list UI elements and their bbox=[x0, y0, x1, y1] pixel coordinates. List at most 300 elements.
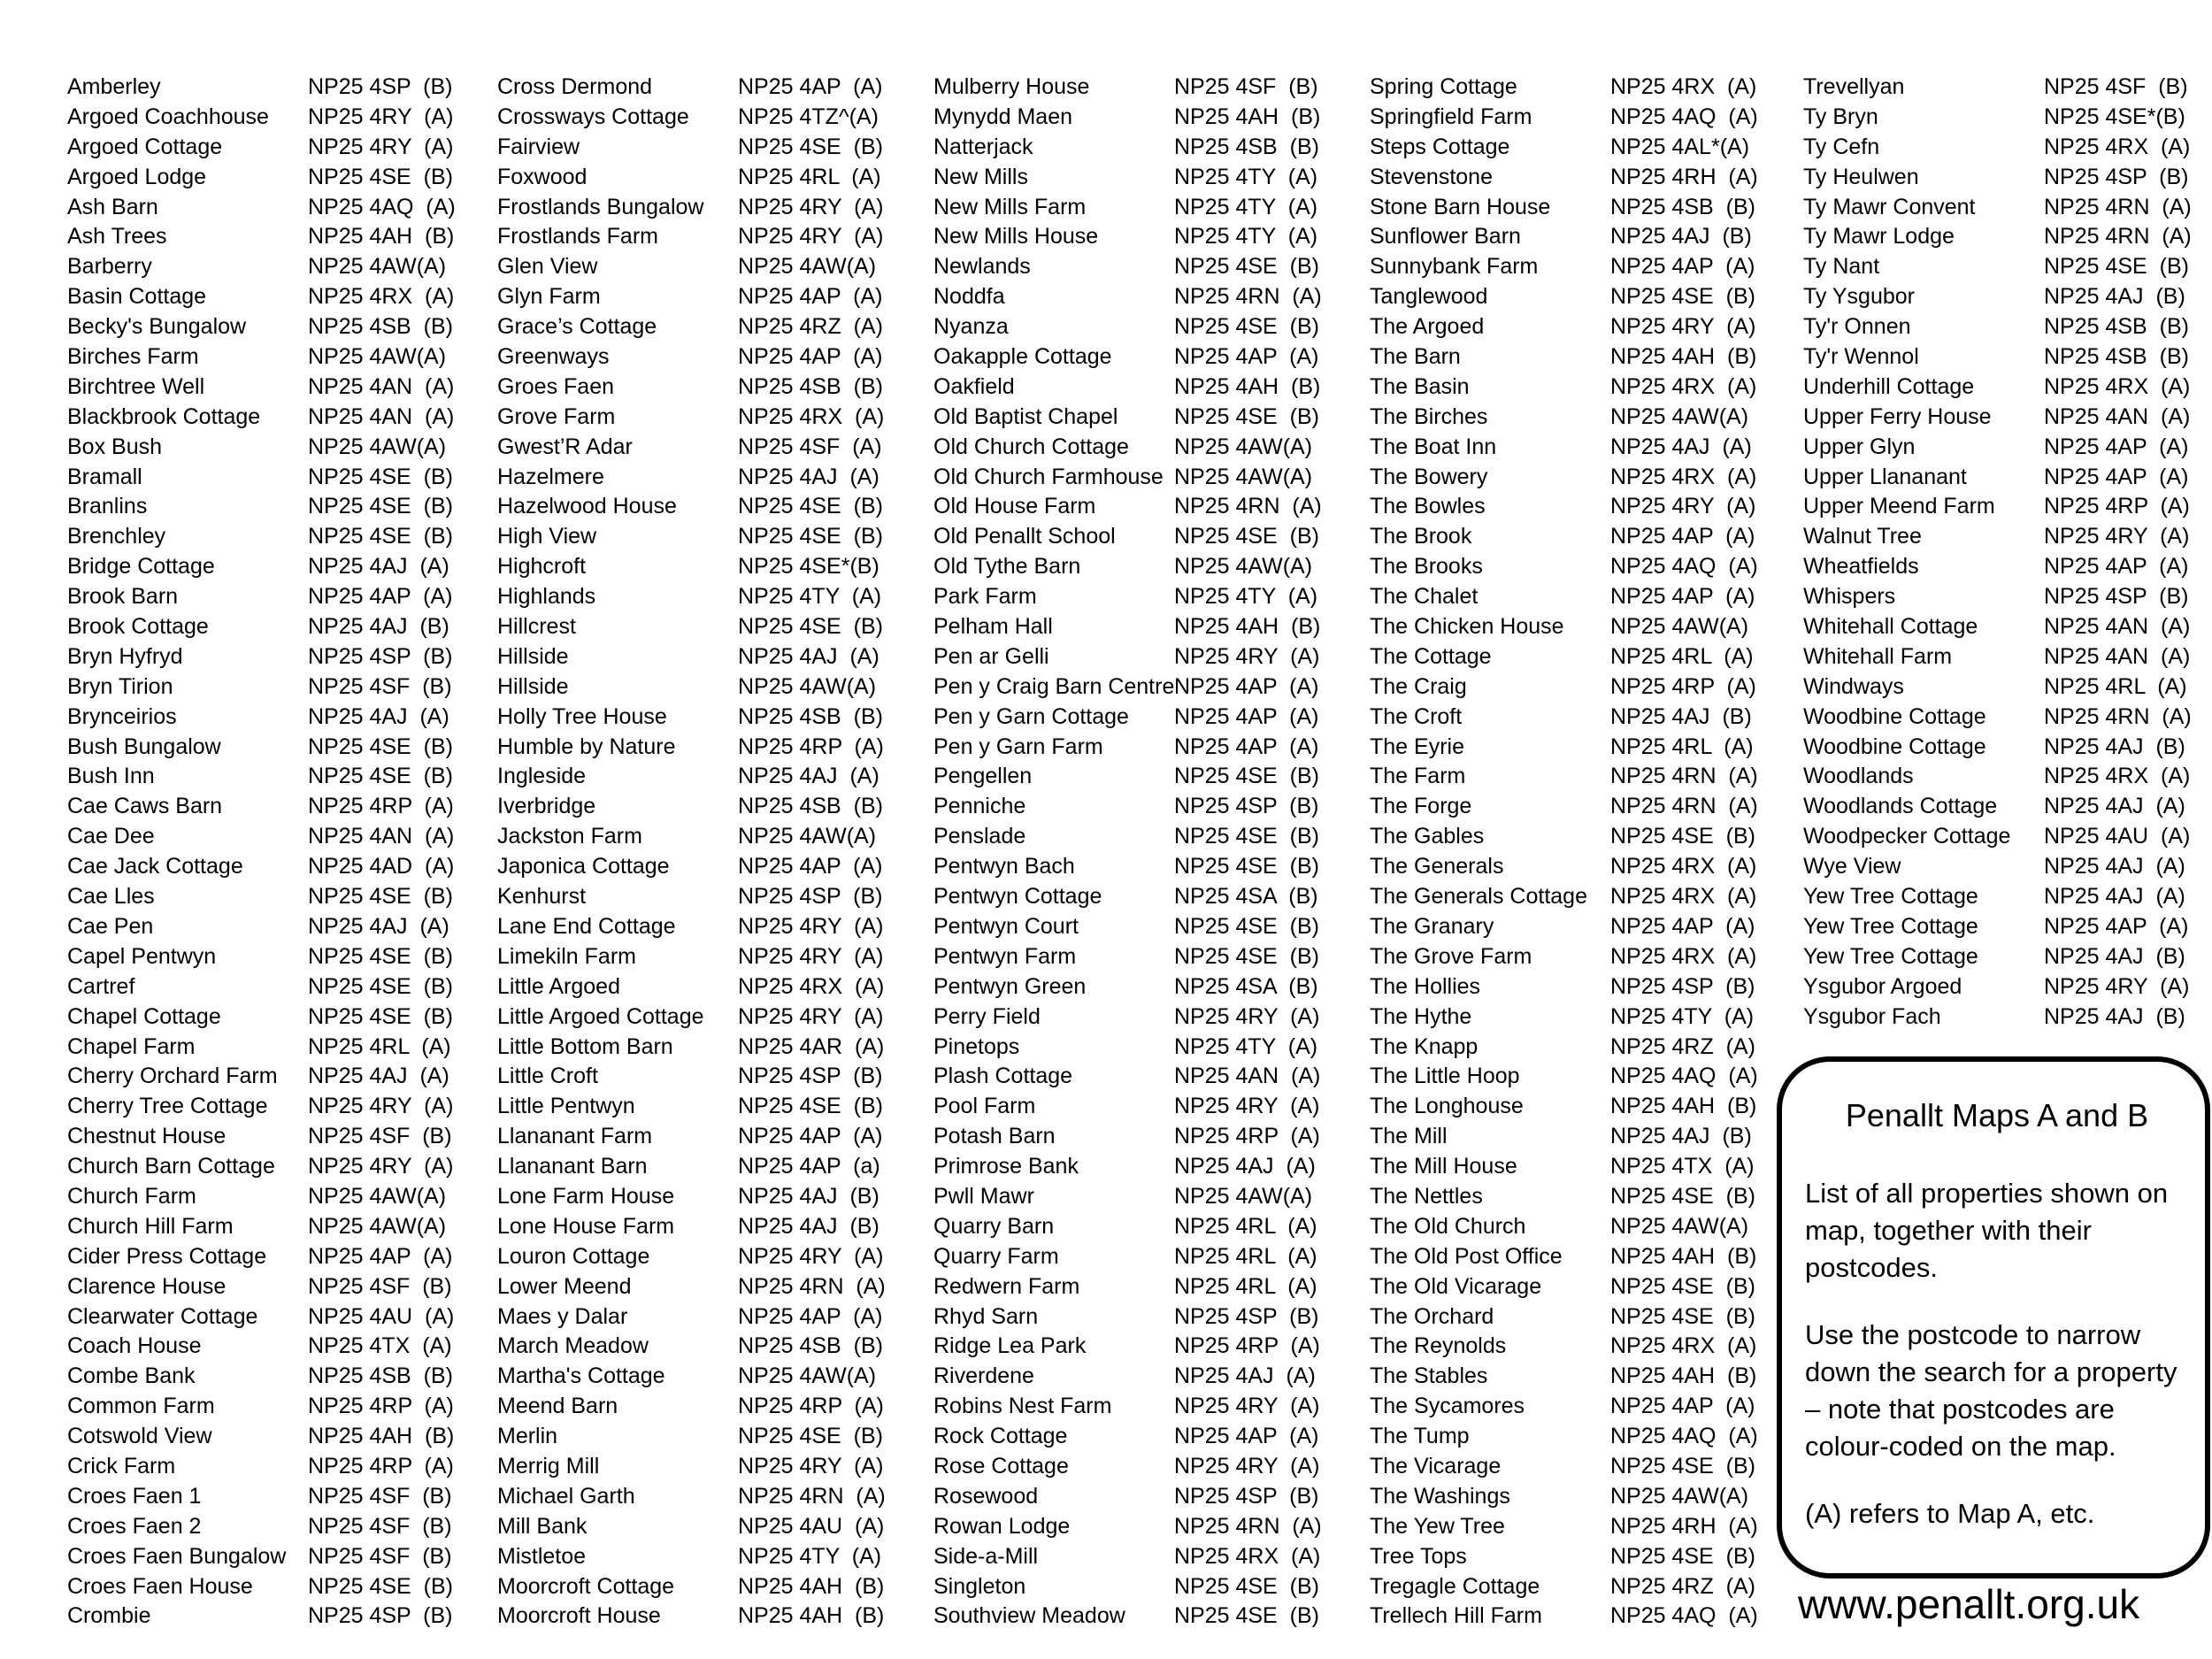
property-name: The Croft bbox=[1370, 703, 1463, 729]
property-name: Croes Faen Bungalow bbox=[67, 1543, 287, 1569]
property-row bbox=[1370, 73, 1757, 103]
property-row bbox=[933, 193, 1318, 223]
website-url: www.penallt.org.uk bbox=[1798, 1581, 2140, 1627]
property-name: Southview Meadow bbox=[933, 1603, 1125, 1629]
property-name: The Old Church bbox=[1370, 1213, 1526, 1239]
property-postcode: NP25 4AH (B) bbox=[1610, 1094, 1757, 1119]
property-row bbox=[1803, 433, 2189, 463]
property-row bbox=[497, 612, 883, 642]
property-postcode: NP25 4AJ (B) bbox=[1610, 1124, 1752, 1149]
property-name: Ty Bryn bbox=[1803, 104, 1878, 129]
property-postcode: NP25 4RX (A) bbox=[2044, 764, 2191, 789]
property-postcode: NP25 4AJ (A) bbox=[738, 764, 879, 789]
property-row bbox=[497, 492, 883, 522]
property-name: Pentwyn Court bbox=[933, 913, 1079, 939]
property-postcode: NP25 4AP (A) bbox=[738, 284, 883, 310]
property-row bbox=[1370, 703, 1752, 733]
property-name: Pool Farm bbox=[933, 1094, 1036, 1119]
property-row bbox=[1370, 1212, 1749, 1242]
property-row bbox=[1370, 762, 1758, 792]
property-name: Upper Ferry House bbox=[1803, 403, 1992, 429]
property-row bbox=[933, 1362, 1316, 1392]
property-postcode: NP25 4SF (B) bbox=[308, 673, 452, 699]
property-name: Maes y Dalar bbox=[497, 1303, 628, 1329]
property-postcode: NP25 4RN (A) bbox=[738, 1483, 886, 1509]
property-name: Pen ar Gelli bbox=[933, 643, 1049, 669]
property-postcode: NP25 4RP (A) bbox=[308, 794, 454, 819]
property-postcode: NP25 4SE (B) bbox=[1174, 524, 1319, 549]
property-name: Fairview bbox=[497, 134, 580, 159]
property-postcode: NP25 4RX (A) bbox=[1610, 74, 1757, 99]
property-name: Singleton bbox=[933, 1573, 1026, 1599]
property-name: Park Farm bbox=[933, 584, 1037, 610]
property-postcode: NP25 4RN (A) bbox=[1610, 794, 1758, 819]
property-name: Pelham Hall bbox=[933, 614, 1053, 640]
property-row bbox=[933, 373, 1321, 403]
property-row bbox=[497, 133, 883, 163]
property-postcode: NP25 4RY (A) bbox=[738, 224, 884, 250]
property-postcode: NP25 4AJ (B) bbox=[738, 1213, 879, 1239]
property-row bbox=[67, 433, 447, 463]
property-name: Grace’s Cottage bbox=[497, 314, 657, 340]
property-postcode: NP25 4RL (A) bbox=[1174, 1273, 1317, 1299]
property-row bbox=[1803, 703, 2192, 733]
property-name: New Mills bbox=[933, 164, 1028, 189]
property-row bbox=[933, 912, 1319, 942]
property-row bbox=[933, 703, 1319, 733]
property-row bbox=[1370, 582, 1755, 612]
property-postcode: NP25 4SP (B) bbox=[1174, 1483, 1319, 1509]
property-name: Pentwyn Cottage bbox=[933, 884, 1102, 910]
property-postcode: NP25 4RY (A) bbox=[1610, 314, 1756, 340]
property-row bbox=[1803, 972, 2190, 1002]
property-name: Amberley bbox=[67, 74, 161, 99]
property-name: March Meadow bbox=[497, 1333, 649, 1359]
property-name: Chestnut House bbox=[67, 1124, 227, 1149]
property-row bbox=[1370, 1332, 1757, 1362]
property-name: The Generals Cottage bbox=[1370, 884, 1587, 910]
property-row bbox=[1370, 1272, 1755, 1302]
property-postcode: NP25 4SB (B) bbox=[738, 703, 883, 729]
property-row bbox=[933, 1182, 1313, 1212]
property-name: Merlin bbox=[497, 1424, 558, 1449]
property-postcode: NP25 4RY (A) bbox=[738, 1003, 884, 1029]
property-postcode: NP25 4AW(A) bbox=[1610, 1483, 1749, 1509]
property-row bbox=[67, 373, 455, 403]
property-name: Springfield Farm bbox=[1370, 104, 1532, 129]
property-name: Ty Ysgubor bbox=[1803, 284, 1916, 310]
property-postcode: NP25 4AJ (A) bbox=[738, 464, 879, 489]
property-postcode: NP25 4RN (A) bbox=[1174, 284, 1322, 310]
property-name: The Hythe bbox=[1370, 1003, 1472, 1029]
property-postcode: NP25 4RY (A) bbox=[738, 913, 884, 939]
property-name: Becky's Bungalow bbox=[67, 314, 247, 340]
property-name: Croes Faen 2 bbox=[67, 1513, 202, 1539]
property-name: Moorcroft Cottage bbox=[497, 1573, 675, 1599]
property-name: Oakapple Cottage bbox=[933, 344, 1112, 370]
property-postcode: NP25 4AJ (A) bbox=[1174, 1363, 1316, 1389]
property-row bbox=[67, 672, 452, 703]
property-postcode: NP25 4AN (A) bbox=[308, 824, 455, 849]
property-row bbox=[497, 822, 877, 852]
property-name: The Orchard bbox=[1370, 1303, 1494, 1329]
property-row bbox=[1803, 672, 2187, 703]
property-postcode: NP25 4AP (a) bbox=[738, 1154, 880, 1179]
property-row bbox=[497, 433, 882, 463]
property-row bbox=[1370, 1542, 1755, 1572]
property-postcode: NP25 4RX (A) bbox=[1610, 854, 1757, 879]
property-row bbox=[933, 1212, 1317, 1242]
property-name: Cherry Tree Cottage bbox=[67, 1094, 268, 1119]
property-row bbox=[1803, 762, 2191, 792]
property-name: The Tump bbox=[1370, 1424, 1470, 1449]
info-paragraph-map-key: (A) refers to Map A, etc. bbox=[1805, 1498, 2095, 1529]
property-row bbox=[1370, 792, 1758, 822]
property-postcode: NP25 4SP (B) bbox=[738, 884, 883, 910]
property-column-4 bbox=[1370, 73, 1758, 1632]
property-postcode: NP25 4SF (B) bbox=[1174, 74, 1318, 99]
property-row bbox=[67, 1212, 447, 1242]
property-row bbox=[933, 552, 1313, 582]
property-row bbox=[1803, 463, 2189, 493]
property-postcode: NP25 4TY (A) bbox=[1174, 1033, 1318, 1059]
property-postcode: NP25 4RX (A) bbox=[1610, 373, 1757, 399]
property-name: Glen View bbox=[497, 254, 598, 280]
property-name: Rhyd Sarn bbox=[933, 1303, 1039, 1329]
property-name: New Mills House bbox=[933, 224, 1099, 250]
property-name: Old Tythe Barn bbox=[933, 554, 1081, 580]
property-name: Spring Cottage bbox=[1370, 74, 1517, 99]
property-row bbox=[67, 582, 453, 612]
property-postcode: NP25 4SP (B) bbox=[2044, 164, 2189, 189]
property-name: Ingleside bbox=[497, 764, 587, 789]
property-name: Woodlands bbox=[1803, 764, 1914, 789]
property-postcode: NP25 4SB (B) bbox=[308, 1363, 453, 1389]
property-name: Barberry bbox=[67, 254, 152, 280]
property-postcode: NP25 4SB (B) bbox=[738, 794, 883, 819]
property-row bbox=[1803, 852, 2185, 882]
property-postcode: NP25 4RN (A) bbox=[2044, 703, 2192, 729]
property-row bbox=[933, 1572, 1319, 1602]
property-postcode: NP25 4SE (B) bbox=[308, 973, 453, 999]
property-postcode: NP25 4AP (A) bbox=[738, 344, 883, 370]
property-row bbox=[1370, 1152, 1755, 1182]
property-postcode: NP25 4AP (A) bbox=[1610, 254, 1755, 280]
property-postcode: NP25 4AH (B) bbox=[1174, 614, 1321, 640]
property-row bbox=[67, 222, 455, 252]
property-row bbox=[67, 1122, 452, 1152]
property-name: Redwern Farm bbox=[933, 1273, 1080, 1299]
property-postcode: NP25 4AP (A) bbox=[738, 1124, 883, 1149]
property-postcode: NP25 4RY (A) bbox=[308, 104, 454, 129]
property-postcode: NP25 4AJ (A) bbox=[1174, 1154, 1316, 1179]
property-row bbox=[497, 1332, 883, 1362]
property-row bbox=[1370, 1062, 1758, 1092]
property-name: Noddfa bbox=[933, 284, 1005, 310]
property-row bbox=[497, 882, 883, 912]
property-row bbox=[1803, 942, 2185, 972]
property-postcode: NP25 4RZ (A) bbox=[1610, 1573, 1755, 1599]
property-name: Glyn Farm bbox=[497, 284, 601, 310]
property-row bbox=[497, 1572, 885, 1602]
property-postcode: NP25 4SA (B) bbox=[1174, 884, 1318, 910]
property-postcode: NP25 4SE (B) bbox=[308, 164, 453, 189]
property-postcode: NP25 4AH (B) bbox=[738, 1573, 885, 1599]
property-row bbox=[1803, 1002, 2185, 1033]
property-row bbox=[497, 1422, 883, 1452]
property-postcode: NP25 4RL (A) bbox=[1610, 733, 1754, 759]
property-postcode: NP25 4AP (A) bbox=[1174, 733, 1319, 759]
property-name: Yew Tree Cottage bbox=[1803, 943, 1978, 969]
property-name: Church Hill Farm bbox=[67, 1213, 234, 1239]
property-row bbox=[1370, 1422, 1758, 1452]
property-row bbox=[497, 1182, 879, 1212]
property-row bbox=[497, 522, 883, 552]
property-name: Japonica Cottage bbox=[497, 854, 670, 879]
property-name: The Chicken House bbox=[1370, 614, 1564, 640]
property-row bbox=[933, 762, 1319, 792]
property-postcode: NP25 4RP (A) bbox=[1174, 1333, 1320, 1359]
property-name: Pentwyn Farm bbox=[933, 943, 1077, 969]
property-name: Argoed Cottage bbox=[67, 134, 223, 159]
property-name: Brynceirios bbox=[67, 703, 177, 729]
property-postcode: NP25 4SF (B) bbox=[308, 1124, 452, 1149]
property-postcode: NP25 4SB (B) bbox=[1174, 134, 1319, 159]
property-name: Walnut Tree bbox=[1803, 524, 1922, 549]
property-row bbox=[67, 1062, 449, 1092]
property-postcode: NP25 4AN (A) bbox=[2044, 403, 2191, 429]
property-postcode: NP25 4RL (A) bbox=[1174, 1243, 1317, 1269]
property-postcode: NP25 4RY (A) bbox=[1610, 494, 1756, 519]
property-postcode: NP25 4RH (A) bbox=[1610, 164, 1758, 189]
property-row bbox=[67, 792, 454, 822]
property-postcode: NP25 4SE (B) bbox=[1174, 254, 1319, 280]
property-postcode: NP25 4RY (A) bbox=[308, 1154, 454, 1179]
property-postcode: NP25 4RL (A) bbox=[1610, 643, 1754, 669]
property-name: Lone Farm House bbox=[497, 1183, 675, 1209]
property-postcode: NP25 4AD (A) bbox=[308, 854, 455, 879]
property-row bbox=[1370, 403, 1749, 433]
property-postcode: NP25 4AR (A) bbox=[738, 1033, 885, 1059]
property-row bbox=[933, 1062, 1321, 1092]
property-postcode: NP25 4RY (A) bbox=[738, 194, 884, 219]
property-name: Woodpecker Cottage bbox=[1803, 824, 2011, 849]
property-name: The Nettles bbox=[1370, 1183, 1483, 1209]
property-postcode: NP25 4TY (A) bbox=[738, 584, 882, 610]
property-row bbox=[497, 1512, 885, 1542]
property-postcode: NP25 4RH (A) bbox=[1610, 1513, 1758, 1539]
property-name: Side-a-Mill bbox=[933, 1543, 1039, 1569]
property-postcode: NP25 4TY (A) bbox=[1174, 164, 1318, 189]
property-postcode: NP25 4SE*(B) bbox=[738, 554, 879, 580]
property-row bbox=[1370, 222, 1752, 252]
property-name: Church Barn Cottage bbox=[67, 1154, 275, 1179]
property-postcode: NP25 4AW(A) bbox=[1174, 464, 1313, 489]
property-row bbox=[497, 1452, 884, 1482]
property-name: Yew Tree Cottage bbox=[1803, 913, 1978, 939]
property-postcode: NP25 4TZ^(A) bbox=[738, 104, 879, 129]
property-postcode: NP25 4RY (A) bbox=[738, 1243, 884, 1269]
property-postcode: NP25 4SE (B) bbox=[2044, 254, 2189, 280]
property-row bbox=[497, 312, 883, 342]
property-postcode: NP25 4SF (B) bbox=[2044, 74, 2188, 99]
property-row bbox=[1370, 463, 1757, 493]
property-row bbox=[1370, 942, 1757, 972]
property-name: Lane End Cottage bbox=[497, 913, 676, 939]
property-name: Ysgubor Fach bbox=[1803, 1003, 1941, 1029]
property-row bbox=[1370, 912, 1755, 942]
property-name: Brook Cottage bbox=[67, 614, 209, 640]
property-name: The Vicarage bbox=[1370, 1453, 1502, 1479]
property-postcode: NP25 4AW(A) bbox=[738, 824, 877, 849]
property-row bbox=[933, 672, 1319, 703]
property-name: The Old Post Office bbox=[1370, 1243, 1563, 1269]
property-row bbox=[1370, 972, 1755, 1002]
property-postcode: NP25 4RY (A) bbox=[738, 943, 884, 969]
property-postcode: NP25 4TY (A) bbox=[1174, 224, 1318, 250]
property-postcode: NP25 4AW(A) bbox=[1174, 1183, 1313, 1209]
property-row bbox=[1370, 1482, 1749, 1512]
property-postcode: NP25 4AP (A) bbox=[1610, 584, 1755, 610]
property-postcode: NP25 4SP (B) bbox=[308, 74, 453, 99]
property-row bbox=[933, 222, 1318, 252]
property-postcode: NP25 4AJ (A) bbox=[2044, 854, 2185, 879]
property-postcode: NP25 4AP (A) bbox=[738, 854, 883, 879]
property-row bbox=[67, 552, 449, 582]
property-postcode: NP25 4AJ (A) bbox=[1610, 434, 1752, 459]
property-postcode: NP25 4AP (A) bbox=[1174, 344, 1319, 370]
property-postcode: NP25 4SF (B) bbox=[308, 1273, 452, 1299]
property-row bbox=[497, 103, 879, 133]
property-name: Ty Heulwen bbox=[1803, 164, 1919, 189]
property-row bbox=[1370, 252, 1755, 282]
property-name: Tanglewood bbox=[1370, 284, 1488, 310]
property-postcode: NP25 4SE (B) bbox=[1174, 854, 1319, 879]
property-name: Rose Cottage bbox=[933, 1453, 1069, 1479]
property-name: Mill Bank bbox=[497, 1513, 588, 1539]
property-row bbox=[497, 792, 883, 822]
property-row bbox=[497, 1152, 880, 1182]
property-name: Rock Cottage bbox=[933, 1424, 1068, 1449]
property-row bbox=[933, 852, 1319, 882]
property-postcode: NP25 4AW(A) bbox=[308, 434, 447, 459]
property-name: Ty Cefn bbox=[1803, 134, 1880, 159]
property-row bbox=[67, 762, 453, 792]
property-postcode: NP25 4SP (B) bbox=[1174, 794, 1319, 819]
property-row bbox=[1803, 342, 2189, 373]
property-postcode: NP25 4AP (A) bbox=[2044, 913, 2189, 939]
property-row bbox=[1370, 612, 1749, 642]
property-row bbox=[497, 852, 883, 882]
info-paragraph-search: Use the postcode to narrow down the search for a property – note that postcodes are colour-coded on the map. bbox=[1805, 1319, 2177, 1462]
property-postcode: NP25 4SF (A) bbox=[738, 434, 882, 459]
property-name: Cider Press Cottage bbox=[67, 1243, 267, 1269]
property-row bbox=[497, 552, 879, 582]
property-row bbox=[67, 1302, 455, 1333]
property-row bbox=[497, 1392, 884, 1422]
property-row bbox=[933, 73, 1318, 103]
property-postcode: NP25 4TY (A) bbox=[1174, 584, 1318, 610]
property-name: Old Penallt School bbox=[933, 524, 1116, 549]
property-row bbox=[1803, 552, 2189, 582]
property-postcode: NP25 4RP (A) bbox=[308, 1394, 454, 1419]
property-row bbox=[1803, 103, 2185, 133]
property-row bbox=[933, 1601, 1319, 1632]
property-name: Highcroft bbox=[497, 554, 587, 580]
property-name: Greenways bbox=[497, 344, 610, 370]
property-row bbox=[933, 1512, 1322, 1542]
property-postcode: NP25 4RX (A) bbox=[1610, 464, 1757, 489]
property-postcode: NP25 4RX (A) bbox=[2044, 373, 2191, 399]
property-postcode: NP25 4AP (A) bbox=[2044, 464, 2189, 489]
property-row bbox=[933, 1242, 1317, 1272]
property-postcode: NP25 4SE (B) bbox=[738, 614, 883, 640]
property-row bbox=[1370, 1122, 1752, 1152]
property-row bbox=[67, 103, 454, 133]
property-postcode: NP25 4SP (B) bbox=[738, 1064, 883, 1089]
property-row bbox=[933, 492, 1322, 522]
property-row bbox=[933, 433, 1313, 463]
property-name: Hillside bbox=[497, 673, 569, 699]
property-row bbox=[1370, 1302, 1755, 1333]
property-name: Whitehall Cottage bbox=[1803, 614, 1978, 640]
property-row bbox=[933, 792, 1319, 822]
property-name: Upper Glyn bbox=[1803, 434, 1916, 459]
property-row bbox=[933, 463, 1313, 493]
property-postcode: NP25 4AP (A) bbox=[1174, 703, 1319, 729]
property-postcode: NP25 4AP (A) bbox=[738, 74, 883, 99]
property-row bbox=[1803, 822, 2191, 852]
property-name: Ash Barn bbox=[67, 194, 158, 219]
property-row bbox=[497, 1033, 885, 1063]
property-name: Mynydd Maen bbox=[933, 104, 1073, 129]
info-title: Penallt Maps A and B bbox=[1845, 1097, 2149, 1133]
property-name: Combe Bank bbox=[67, 1363, 196, 1389]
property-postcode: NP25 4SB (B) bbox=[2044, 314, 2189, 340]
property-name: Argoed Coachhouse bbox=[67, 104, 269, 129]
property-row bbox=[1803, 492, 2190, 522]
property-row bbox=[497, 1242, 884, 1272]
property-row bbox=[67, 252, 447, 282]
property-row bbox=[497, 193, 884, 223]
property-postcode: NP25 4RY (A) bbox=[1174, 1394, 1320, 1419]
property-postcode: NP25 4RP (A) bbox=[738, 733, 884, 759]
property-postcode: NP25 4AP (A) bbox=[1610, 1394, 1755, 1419]
property-name: Woodbine Cottage bbox=[1803, 733, 1986, 759]
property-postcode: NP25 4AJ (B) bbox=[1610, 703, 1752, 729]
property-row bbox=[67, 1542, 452, 1572]
property-postcode: NP25 4AQ (A) bbox=[1610, 1424, 1758, 1449]
property-name: Highlands bbox=[497, 584, 596, 610]
property-postcode: NP25 4AJ (B) bbox=[2044, 733, 2185, 759]
property-postcode: NP25 4TY (A) bbox=[1174, 194, 1318, 219]
property-postcode: NP25 4SB (B) bbox=[308, 314, 453, 340]
property-postcode: NP25 4AH (B) bbox=[308, 224, 455, 250]
property-name: Church Farm bbox=[67, 1183, 196, 1209]
property-postcode: NP25 4RN (A) bbox=[1610, 764, 1758, 789]
property-name: The Washings bbox=[1370, 1483, 1510, 1509]
property-name: Quarry Barn bbox=[933, 1213, 1055, 1239]
property-postcode: NP25 4SB (B) bbox=[738, 373, 883, 399]
property-row bbox=[1803, 612, 2191, 642]
property-name: The Brooks bbox=[1370, 554, 1483, 580]
property-row bbox=[1370, 852, 1757, 882]
property-row bbox=[1803, 733, 2185, 763]
property-row bbox=[67, 1332, 452, 1362]
info-box bbox=[1777, 1056, 2210, 1578]
property-postcode: NP25 4AU (A) bbox=[308, 1303, 455, 1329]
property-name: Bush Inn bbox=[67, 764, 155, 789]
